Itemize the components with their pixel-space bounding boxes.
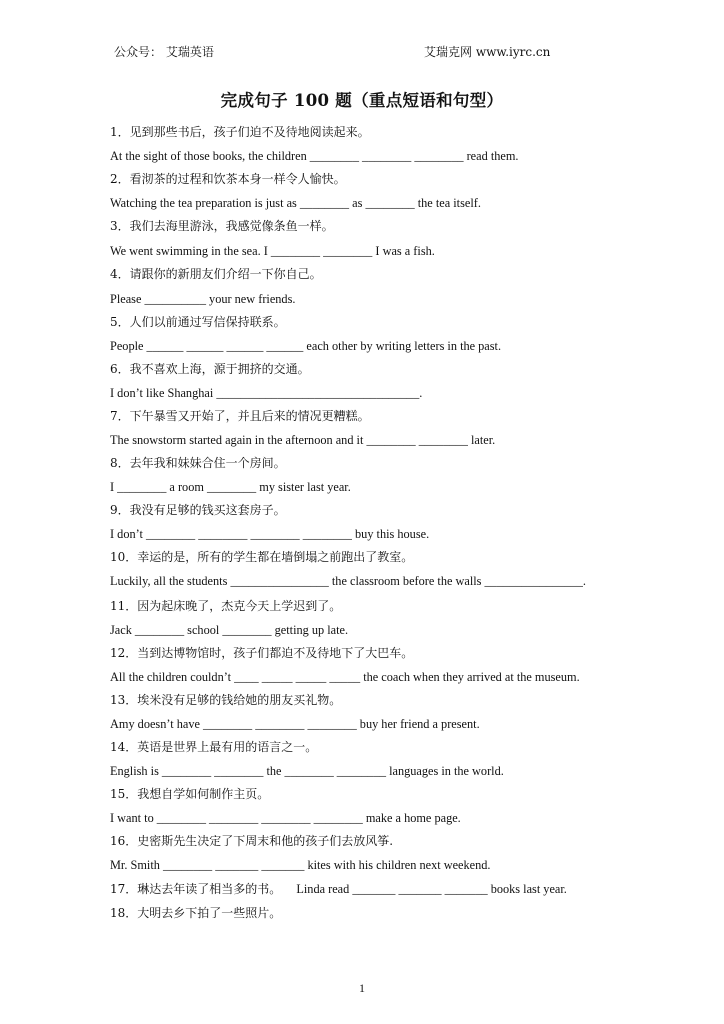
question-6-english: I don’t like Shanghai _________________________________. — [110, 386, 423, 400]
header-left-text: 公众号： 艾瑞英语 — [114, 45, 214, 59]
question-1-english: At the sight of those books, the children ________ ________ ________ read them. — [110, 149, 519, 163]
question-12-chinese: 12．当到达博物馆时，孩子们都迫不及待地下了大巴车。 — [110, 646, 414, 660]
page-number: 1 — [359, 981, 365, 995]
question-13-english: Amy doesn’t have ________ ________ ________ buy her friend a present. — [110, 717, 480, 731]
question-11-chinese: 11．因为起床晚了，杰克今天上学迟到了。 — [110, 599, 342, 613]
question-6-chinese: 6．我不喜欢上海，源于拥挤的交通。 — [110, 362, 310, 376]
question-10-chinese: 10．幸运的是，所有的学生都在墙倒塌之前跑出了教室。 — [110, 550, 414, 564]
question-11-english: Jack ________ school ________ getting up late. — [110, 623, 349, 637]
question-17-line — [110, 880, 567, 897]
question-10-english: Luckily, all the students ________________ the classroom before the walls ________________. — [110, 574, 586, 588]
question-14-english: English is ________ ________ the ________ ________ languages in the world. — [110, 764, 504, 778]
question-7-chinese: 7．下午暴雪又开始了，并且后来的情况更糟糕。 — [110, 409, 370, 423]
page-title: 完成句子 100 题（重点短语和句型） — [220, 91, 504, 110]
question-15-english: I want to ________ ________ ________ ________ make a home page. — [110, 811, 461, 825]
question-3-english: We went swimming in the sea. I ________ ________ I was a fish. — [110, 244, 435, 258]
question-16-english: Mr. Smith ________ _______ _______ kites with his children next weekend. — [110, 858, 491, 872]
page-header — [0, 44, 724, 60]
question-5-chinese: 5．人们以前通过写信保持联系。 — [110, 315, 286, 329]
question-9-english: I don’t ________ ________ ________ ________ buy this house. — [110, 527, 430, 541]
question-15-chinese: 15．我想自学如何制作主页。 — [110, 787, 270, 801]
question-14-chinese: 14．英语是世界上最有用的语言之一。 — [110, 740, 318, 754]
question-13-chinese: 13．埃米没有足够的钱给她的朋友买礼物。 — [110, 693, 342, 707]
question-3-chinese: 3．我们去海里游泳，我感觉像条鱼一样。 — [110, 219, 334, 233]
question-17-chinese: 17．琳达去年读了相当多的书。 — [110, 882, 282, 896]
question-2-english: Watching the tea preparation is just as ________ as ________ the tea itself. — [110, 196, 481, 210]
question-17-english: Linda read _______ _______ _______ books last year. — [296, 882, 567, 896]
question-1-chinese: 1．见到那些书后，孩子们迫不及待地阅读起来。 — [110, 125, 370, 139]
question-8-chinese: 8．去年我和妹妹合住一个房间。 — [110, 456, 286, 470]
question-7-english: The snowstorm started again in the afternoon and it ________ ________ later. — [110, 433, 496, 447]
question-16-chinese: 16．史密斯先生决定了下周末和他的孩子们去放风筝. — [110, 834, 394, 848]
question-9-chinese: 9．我没有足够的钱买这套房子。 — [110, 503, 286, 517]
question-4-english: Please __________ your new friends. — [110, 292, 296, 306]
question-8-english: I ________ a room ________ my sister last year. — [110, 480, 351, 494]
question-12-english: All the children couldn’t ____ _____ _____ _____ the coach when they arrived at the museum. — [110, 670, 580, 684]
header-right-text: 艾瑞克网 www.iyrc.cn — [424, 45, 551, 59]
question-5-english: People ______ ______ ______ ______ each other by writing letters in the past. — [110, 339, 502, 353]
question-2-chinese: 2．看沏茶的过程和饮茶本身一样令人愉快。 — [110, 172, 346, 186]
question-18-chinese: 18．大明去乡下拍了一些照片。 — [110, 906, 282, 920]
question-4-chinese: 4．请跟你的新朋友们介绍一下你自己。 — [110, 267, 322, 281]
